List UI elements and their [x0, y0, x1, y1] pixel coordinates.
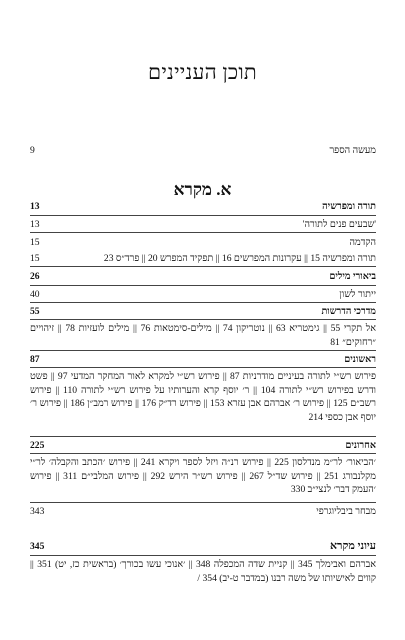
entry-page: 343 — [30, 506, 45, 517]
entry-label: ייתור לשון — [339, 289, 376, 300]
entry-page: 26 — [30, 271, 40, 282]
divider — [30, 367, 376, 368]
toc-entry-iyunei — [30, 540, 376, 554]
toc-entry-torah-subitems — [30, 252, 376, 266]
entry-label: ראשונים — [344, 354, 376, 365]
rishonim-subitems: פירוש רש״י לתורה בעיניים מודרניות 87 || פירוש רש״י למקרא לאור המחקר המדעי 97 || פשט ודרש בפירוש רש״י לתורה 104 || ר׳ יוסף קרא והערותיו על פירוש רש״י לתורה 110 || פירוש רשב״ם 125 || פירוש ר׳ אברהם אבן עזרא 153 || פירוש רד״ק 176 || פירוש רמב״ן 186 || פירוש ר׳ יוסף אבן כספי 214 — [30, 371, 377, 423]
toc-entry-torah — [30, 200, 376, 214]
midrashot-subitems: אל תקרי 55 || גימטריא 63 || נוטריקון 74 || מילים-סימטאות 76 || מילים לועזיות 78 || זיהויים ״רחוקים״ 81 — [30, 323, 377, 348]
entry-page: 13 — [30, 219, 40, 230]
toc-entry-mivchar — [30, 505, 376, 519]
toc-entry-yitur — [30, 288, 376, 302]
divider — [30, 215, 376, 216]
divider — [30, 436, 376, 437]
toc-entry-biurei — [30, 270, 376, 284]
entry-label: מבחר ביבליוגרפי — [316, 506, 376, 517]
entry-label: ביאורי מילים — [329, 271, 376, 282]
entry-label: מעשה הספר — [329, 145, 376, 156]
toc-entry-midrashot — [30, 305, 376, 319]
entry-label: אחרונים — [345, 440, 376, 451]
toc-entry-preface — [30, 144, 376, 158]
divider — [30, 285, 376, 286]
entry-label: 'שבעים פנים לתורה' — [302, 219, 376, 230]
toc-entry-acharonim — [30, 439, 376, 453]
toc-entry-rishonim — [30, 353, 376, 367]
entry-page: 345 — [30, 541, 45, 552]
divider — [30, 555, 376, 556]
entry-label: תורה ומפרשיה — [322, 201, 376, 212]
toc-entry-shivim — [30, 218, 376, 232]
entry-page: 15 — [30, 237, 40, 248]
entry-page: 15 — [30, 253, 40, 264]
acharonim-subitems: ׳הביאור׳ לר״מ מנדלסון 225 || פירוש רנ״ה ויזל לספר ויקרא 241 || פירוש ׳הכתב והקבלה׳ לר״י מקלנבורג 251 || פירוש שד״ל 267 || פירוש רש״ר הירש 292 || פירוש המלבי״ם 311 || פירוש ׳העמק דבר׳ לנצי״ב 330 — [30, 457, 376, 496]
entry-label: הקדמה — [349, 237, 376, 248]
entry-page: 55 — [30, 306, 40, 317]
part-heading: א. מקרא — [173, 180, 232, 199]
entry-page: 9 — [30, 145, 35, 156]
iyunei-subitems: אברהם ואבימלך 345 || קניית שדה המכפלה 348 || ׳אנוכי עשו בכורך׳ (בראשית כז, יט) 351 || קווים לאישיותו של משה רבנו (במדבר ט-יב) 354 / — [30, 559, 376, 584]
divider — [30, 350, 376, 351]
entry-page: 87 — [30, 354, 40, 365]
entry-page: 225 — [30, 440, 45, 451]
entry-page: 40 — [30, 289, 40, 300]
toc-entry-hakdama — [30, 236, 376, 250]
entry-label: עיוני מקרא — [329, 540, 376, 552]
divider — [30, 266, 376, 267]
page-title: תוכן העניינים — [148, 60, 257, 84]
divider — [30, 453, 376, 454]
entry-label: תורה ומפרשיה 15 || עקרונות המפרשים 16 || תפקיד המפרש 20 || פרד״ס 23 — [103, 253, 376, 264]
divider — [30, 502, 376, 503]
divider — [30, 319, 376, 320]
entry-label: מדרכי הדרשות — [321, 306, 376, 317]
entry-page: 13 — [30, 201, 40, 212]
divider — [30, 302, 376, 303]
divider — [30, 232, 376, 233]
